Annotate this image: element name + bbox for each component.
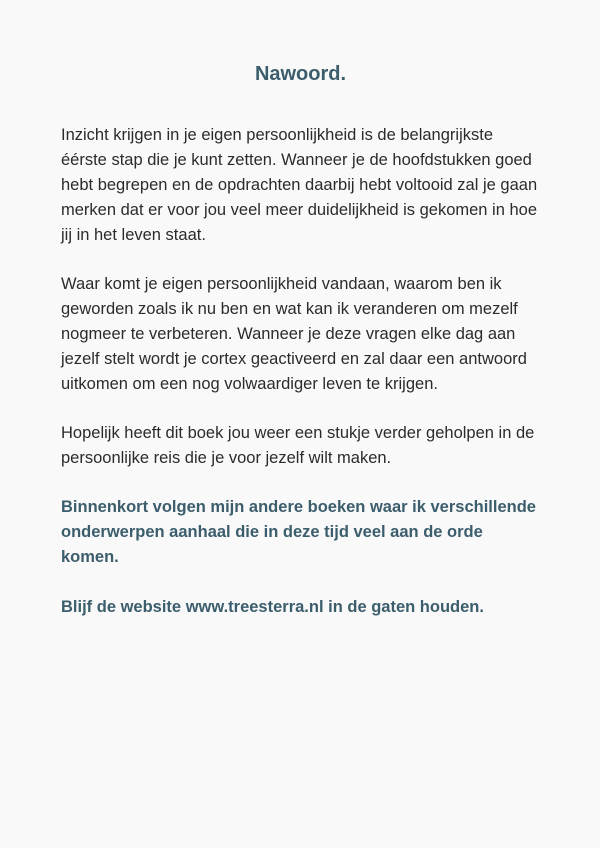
highlight-website: Blijf de website www.treesterra.nl in de gaten houden.: [61, 598, 484, 616]
page-title: Nawoord.: [254, 63, 347, 85]
paragraph-insight: Inzicht krijgen in je eigen persoonlijkheid is de belangrijkste éérste stap die je kunt zetten. Wanneer je de hoofdstukken goed hebt begrepen en de opdrachten daarbij hebt voltooid zal je gaan merken dat er voor jou veel meer duidelijkheid is gekomen in hoe jij in het leven staat.: [61, 126, 538, 244]
paragraph-personality-origin: Waar komt je eigen persoonlijkheid vandaan, waarom ben ik geworden zoals ik nu ben en wat kan ik veranderen om mezelf nogmeer te verbeteren. Wanneer je deze vragen elke dag aan jezelf stelt wordt je cortex geactiveerd en zal daar een antwoord uitkomen om een nog volwaardiger leven te krijgen.: [61, 275, 527, 393]
paragraph-hope: Hopelijk heeft dit boek jou weer een stukje verder geholpen in de persoonlijke reis die je voor jezelf wilt maken.: [61, 424, 535, 467]
highlight-upcoming-books: Binnenkort volgen mijn andere boeken waar ik verschillende onderwerpen aanhaal die in deze tijd veel aan de orde komen.: [61, 498, 536, 566]
